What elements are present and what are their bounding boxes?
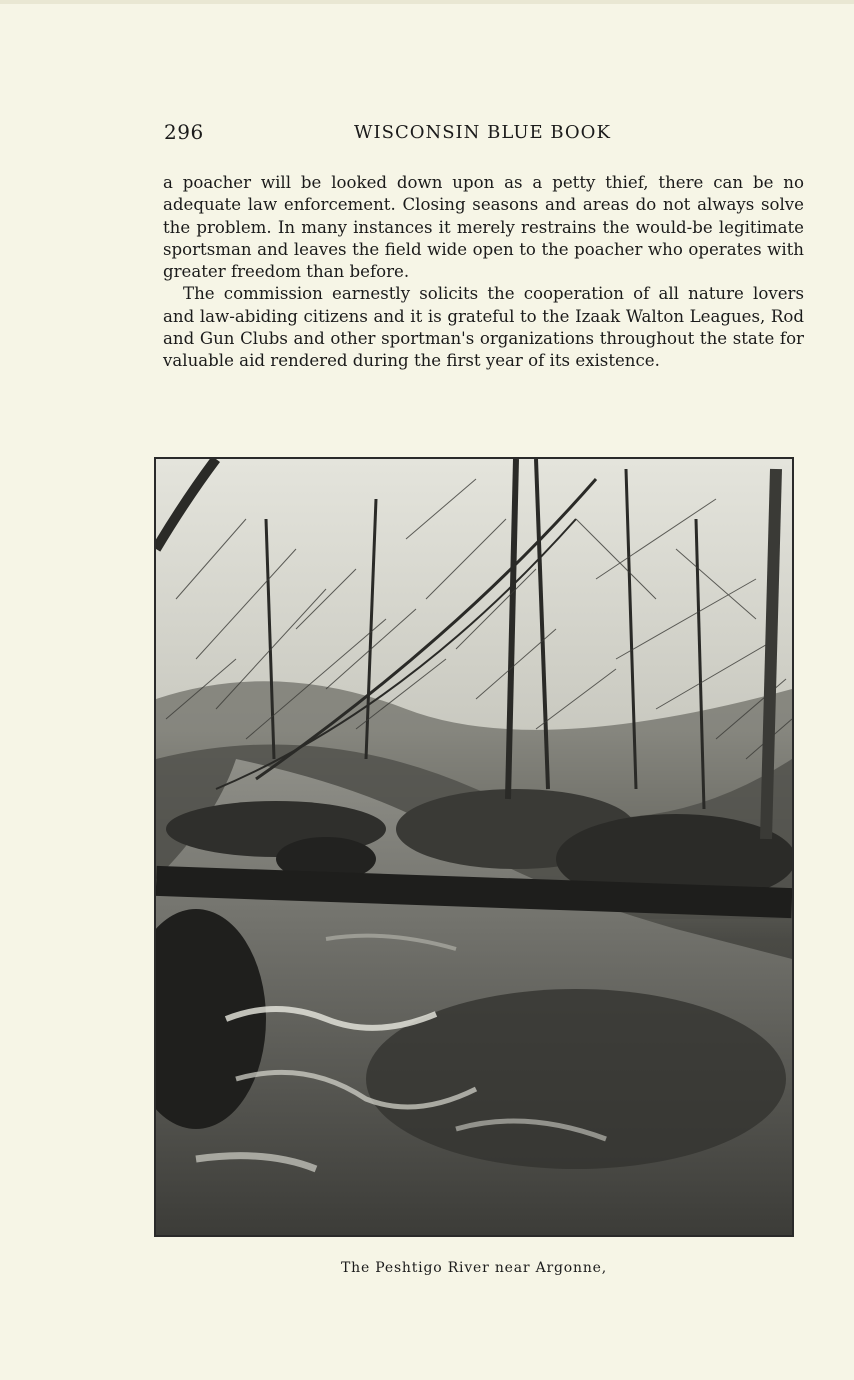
running-title: WISCONSIN BLUE BOOK [354, 122, 611, 143]
river-photograph [154, 457, 794, 1237]
page-top-edge [0, 0, 854, 4]
river-photo-illustration [156, 459, 792, 1235]
paragraph-1: a poacher will be looked down upon as a petty thief, there can be no adequate law enforcement. Closing seasons and areas do not always solve the problem. In many instances it merely restrains the would-be legitimate sportsman and leaves the field wide open to the poacher who operates with greater freedom than before. [163, 173, 804, 282]
page-number: 296 [164, 120, 204, 144]
body-text [163, 172, 804, 373]
photo-caption: The Peshtigo River near Argonne, [340, 1260, 608, 1276]
paragraph-2: The commission earnestly solicits the cooperation of all nature lovers and law-abiding citizens and it is grateful to the Izaak Walton Leagues, Rod and Gun Clubs and other sportman's organizations throughout the state for valuable aid rendered during the first year of its existence. [163, 284, 804, 371]
page-header [164, 120, 614, 148]
